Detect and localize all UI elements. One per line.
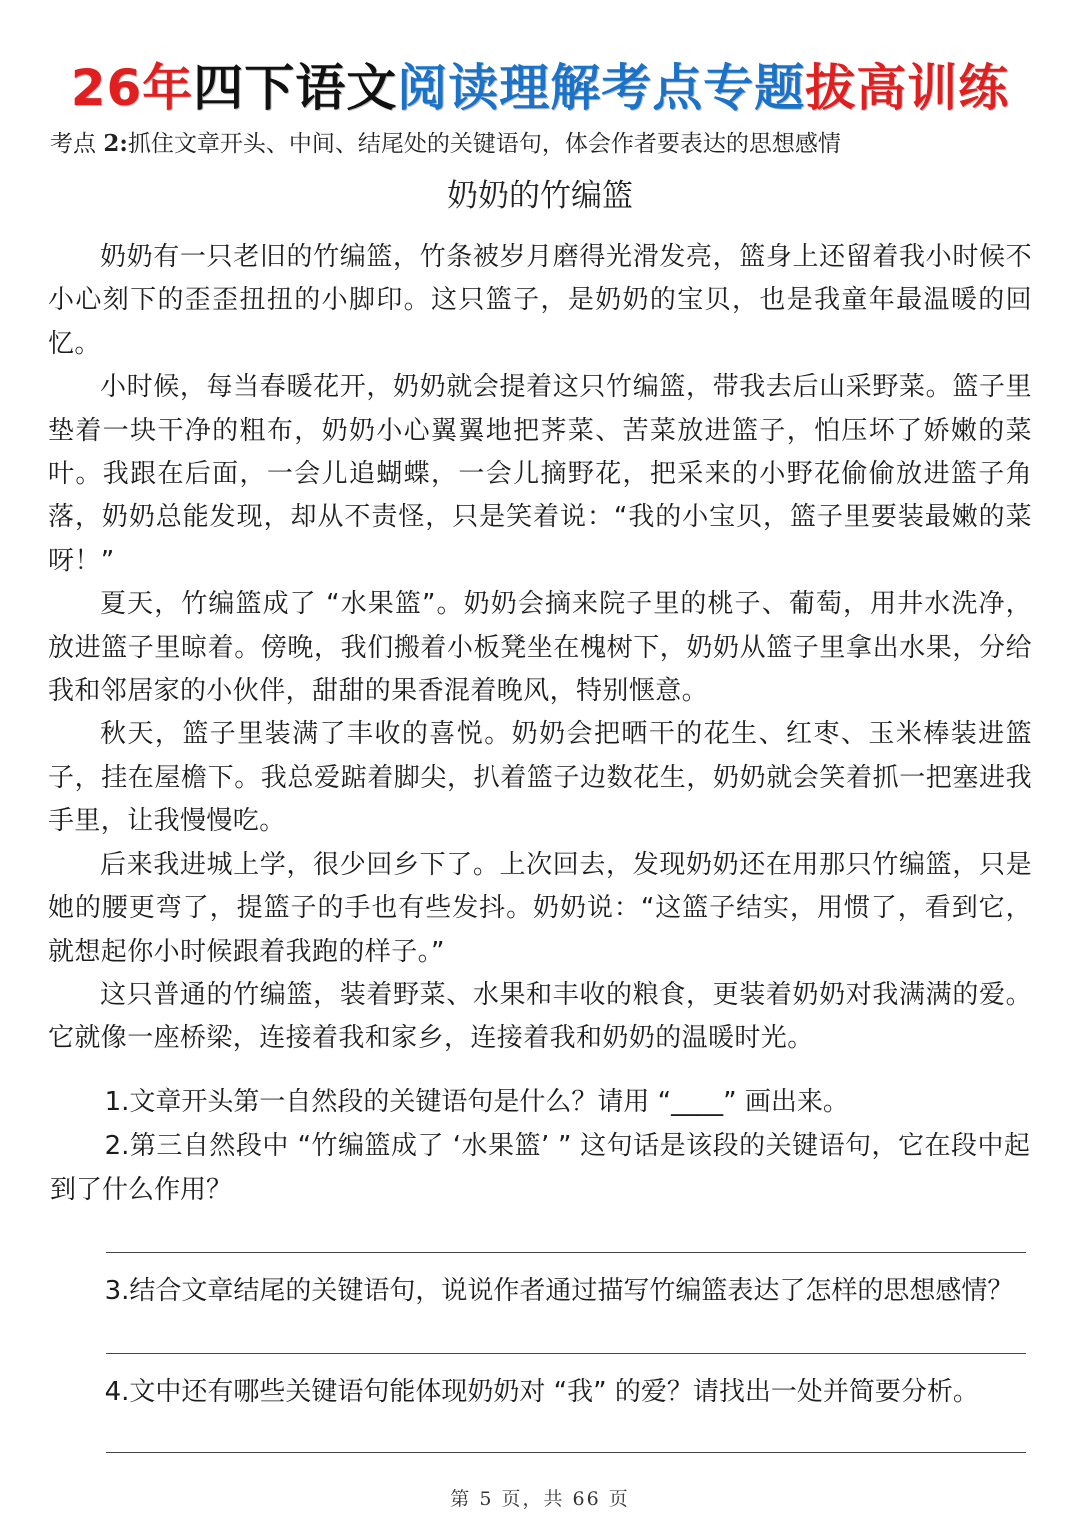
question-2: 2.第三自然段中 “竹编篮成了 ‘水果篮’ ” 这句话是该段的关键语句，它在段中起到了什么作用？: [50, 1131, 1030, 1205]
answer-line[interactable]: [106, 1452, 1026, 1453]
banner-training: 拔高训练: [805, 59, 1010, 117]
question-1: 1.文章开头第一自然段的关键语句是什么？请用 “____” 画出来。: [104, 1087, 849, 1117]
article-body: [48, 236, 1032, 1061]
article-paragraph: 夏天，竹编篮成了 “水果篮”。奶奶会摘来院子里的桃子、葡萄，用井水洗净，放进篮子里晾着。傍晚，我们搬着小板凳坐在槐树下，奶奶从篮子里拿出水果，分给我和邻居家的小伙伴，甜甜的果香混着晚风，特别惬意。: [48, 589, 1032, 707]
key-point-text: 抓住文章开头、中间、结尾处的关键语句，体会作者要表达的思想感情: [127, 131, 841, 157]
article-paragraph: 后来我进城上学，很少回乡下了。上次回去，发现奶奶还在用那只竹编篮，只是她的腰更弯了，提篮子的手也有些发抖。奶奶说：“这篮子结实，用惯了，看到它，就想起你小时候跟着我跑的样子。”: [48, 849, 1032, 967]
article-paragraph: 这只普通的竹编篮，装着野菜、水果和丰收的粮食，更装着奶奶对我满满的爱。它就像一座桥梁，连接着我和家乡，连接着我和奶奶的温暖时光。: [48, 979, 1032, 1054]
key-point-line: [50, 124, 1050, 164]
page-footer: 第 5 页，共 66 页: [450, 1488, 630, 1510]
article-paragraph: 奶奶有一只老旧的竹编篮，竹条被岁月磨得光滑发亮，篮身上还留着我小时候不小心刻下的歪歪扭扭的小脚印。这只篮子，是奶奶的宝贝，也是我童年最温暖的回忆。: [48, 242, 1032, 359]
question-3: 3.结合文章结尾的关键语句，说说作者通过描写竹编篮表达了怎样的思想感情？: [104, 1276, 1014, 1306]
question-4: 4.文中还有哪些关键语句能体现奶奶对 “我” 的爱？请找出一处并简要分析。: [104, 1377, 979, 1407]
key-point-number: 2:: [103, 130, 128, 157]
page-banner: [0, 52, 1080, 124]
banner-topic: 阅读理解考点专题: [397, 59, 806, 117]
banner-grade-subject: 四下语文: [193, 59, 398, 117]
banner-year: 26年: [70, 59, 194, 117]
article-paragraph: 秋天，篮子里装满了丰收的喜悦。奶奶会把晒干的花生、红枣、玉米棒装进篮子，挂在屋檐下。我总爱踮着脚尖，扒着篮子边数花生，奶奶就会笑着抓一把塞进我手里，让我慢慢吃。: [48, 719, 1032, 837]
questions-section: [50, 1080, 1030, 1453]
article-title: 奶奶的竹编篮: [447, 178, 633, 214]
article-paragraph: 小时候，每当春暖花开，奶奶就会提着这只竹编篮，带我去后山采野菜。篮子里垫着一块干净的粗布，奶奶小心翼翼地把荠菜、苦菜放进篮子，怕压坏了娇嫩的菜叶。我跟在后面，一会儿追蝴蝶，一会儿摘野花，把采来的小野花偷偷放进篮子角落，奶奶总能发现，却从不责怪，只是笑着说：“我的小宝贝，篮子里要装最嫩的菜呀！”: [48, 372, 1032, 576]
key-point-label: 考点: [50, 131, 96, 157]
